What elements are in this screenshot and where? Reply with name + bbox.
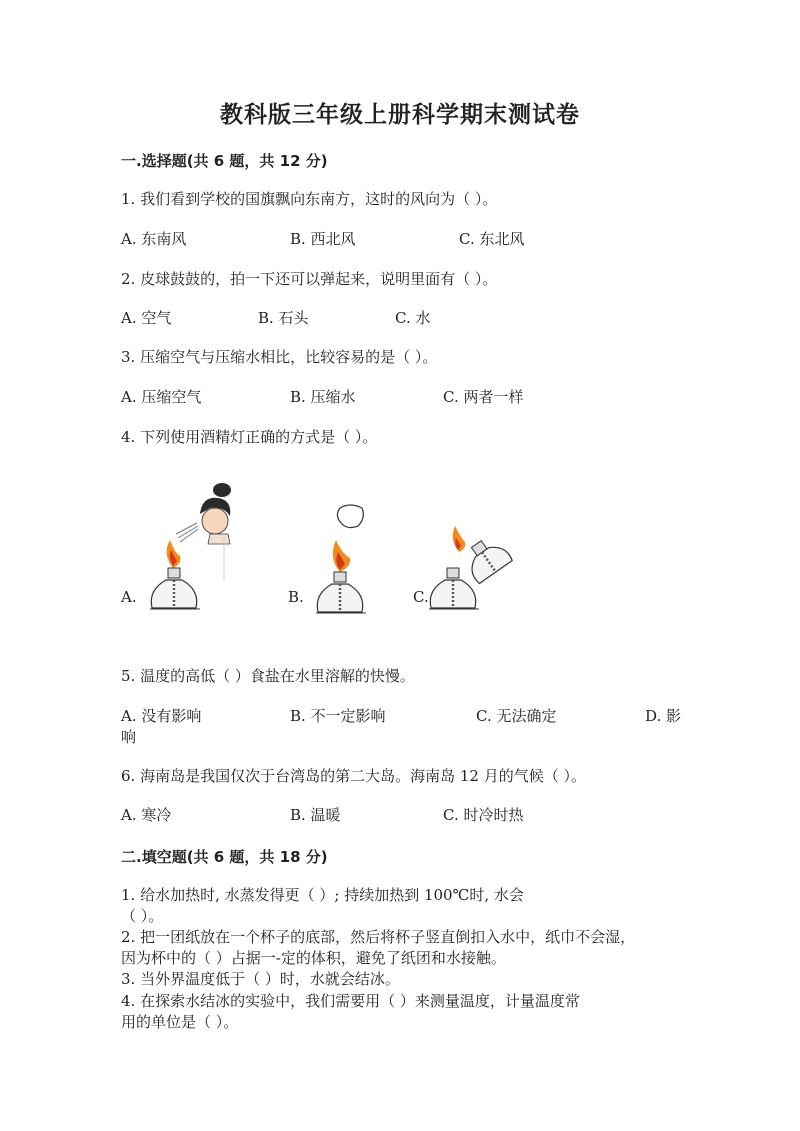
q5-option-c[interactable]: C. 无法确定: [476, 707, 557, 725]
q4-option-b[interactable]: B.: [288, 588, 304, 606]
q6-option-b[interactable]: B. 温暖: [290, 806, 341, 824]
question-4: 4. 下列使用酒精灯正确的方式是（ ）。: [121, 428, 378, 446]
section-heading-fill: 二.填空题(共 6 题，共 18 分): [121, 848, 328, 866]
fill-line: 4. 在探索水结冰的实验中，我们需要用（ ）来测量温度，计量温度常: [121, 992, 580, 1010]
q2-option-b[interactable]: B. 石头: [258, 309, 309, 327]
question-3: 3. 压缩空气与压缩水相比，比较容易的是（ ）。: [121, 348, 438, 366]
fill-line: （ ）。: [121, 907, 164, 925]
q5-option-d[interactable]: D. 影: [645, 707, 682, 725]
fill-line: 1. 给水加热时, 水蒸发得更（ ）; 持续加热到 100℃时, 水会: [121, 886, 524, 904]
q3-option-a[interactable]: A. 压缩空气: [121, 388, 202, 406]
q1-option-b[interactable]: B. 西北风: [290, 230, 356, 248]
fill-line: 用的单位是（ ）。: [121, 1013, 239, 1031]
fill-line: 因为杯中的（ ）占据一-定的体积，避免了纸团和水接触。: [121, 949, 506, 967]
alcohol-lamp-blowing-illustration: [140, 476, 240, 621]
q6-option-a[interactable]: A. 寒冷: [121, 806, 172, 824]
q3-option-b[interactable]: B. 压缩水: [290, 388, 356, 406]
q5-option-a[interactable]: A. 没有影响: [121, 707, 202, 725]
fill-line: 3. 当外界温度低于（ ）时，水就会结冰。: [121, 970, 400, 988]
alcohol-lamp-cap-illustration: [310, 500, 380, 620]
q4-option-a[interactable]: A.: [121, 588, 137, 606]
q1-option-c[interactable]: C. 东北风: [459, 230, 525, 248]
q6-option-c[interactable]: C. 时冷时热: [443, 806, 524, 824]
q5-option-d-wrap: 响: [121, 728, 137, 746]
question-2: 2. 皮球鼓鼓的，拍一下还可以弹起来，说明里面有（ ）。: [121, 270, 498, 288]
q2-option-c[interactable]: C. 水: [395, 309, 431, 327]
page-title: 教科版三年级上册科学期末测试卷: [220, 101, 580, 128]
question-6: 6. 海南岛是我国仅次于台湾岛的第二大岛。海南岛 12 月的气候（ ）。: [121, 767, 586, 785]
q4-option-c[interactable]: C.: [413, 588, 429, 606]
alcohol-lamp-lighting-illustration: [425, 520, 515, 620]
question-5: 5. 温度的高低（ ）食盐在水里溶解的快慢。: [121, 667, 415, 685]
q3-option-c[interactable]: C. 两者一样: [443, 388, 524, 406]
q1-option-a[interactable]: A. 东南风: [121, 230, 187, 248]
q2-option-a[interactable]: A. 空气: [121, 309, 172, 327]
section-heading-choice: 一.选择题(共 6 题，共 12 分): [121, 152, 328, 170]
q5-option-b[interactable]: B. 不一定影响: [290, 707, 386, 725]
fill-line: 2. 把一团纸放在一个杯子的底部，然后将杯子竖直倒扣入水中，纸巾不会湿，: [121, 928, 636, 946]
question-1: 1. 我们看到学校的国旗飘向东南方，这时的风向为（ ）。: [121, 190, 498, 208]
